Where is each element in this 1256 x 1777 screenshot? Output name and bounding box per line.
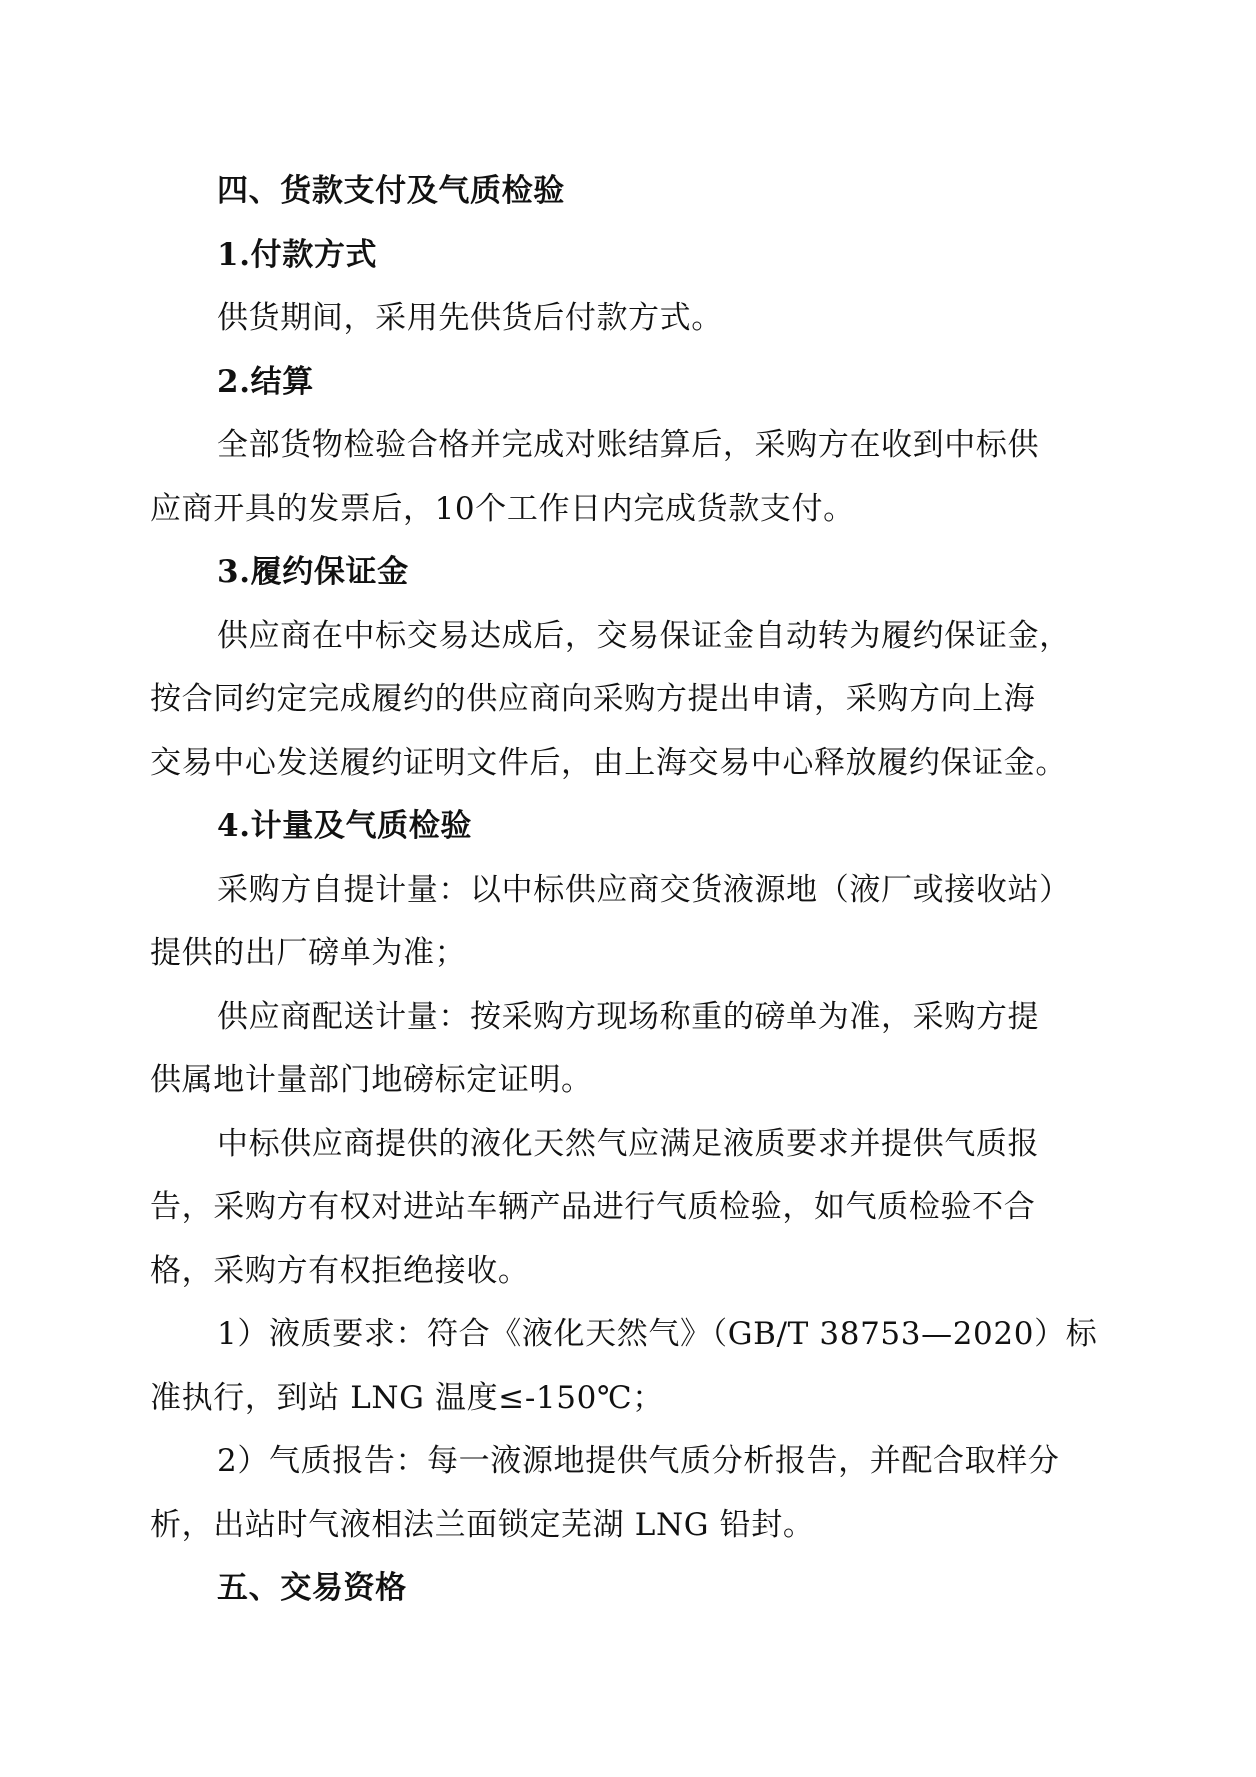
section-4-heading: 四、货款支付及气质检验 bbox=[217, 173, 565, 209]
item-1-heading: 1.付款方式 bbox=[217, 236, 378, 273]
item-4-p3-line-3: 格，采购方有权拒绝接收。 bbox=[150, 1252, 530, 1289]
item-3-heading: 3.履约保证金 bbox=[217, 554, 409, 590]
item-3-paragraph-line-3: 交易中心发送履约证明文件后，由上海交易中心释放履约保证金。 bbox=[150, 744, 1067, 781]
item-3-paragraph-line-1: 供应商在中标交易达成后，交易保证金自动转为履约保证金， bbox=[217, 617, 1071, 654]
item-2-paragraph-line-1: 全部货物检验合格并完成对账结算后，采购方在收到中标供 bbox=[217, 427, 1040, 463]
document-body bbox=[150, 160, 1102, 1621]
item-4-p2-line-1: 供应商配送计量：按采购方现场称重的磅单为准，采购方提 bbox=[217, 998, 1040, 1035]
item-1-paragraph: 供货期间，采用先供货后付款方式。 bbox=[217, 300, 723, 336]
item-4-p4-line-2: 准执行，到站 LNG 温度≤-150℃； bbox=[150, 1379, 664, 1416]
item-4-heading: 4.计量及气质检验 bbox=[217, 808, 472, 844]
item-2-paragraph-line-2: 应商开具的发票后，10个工作日内完成货款支付。 bbox=[150, 490, 855, 527]
item-4-p2-line-2: 供属地计量部门地磅标定证明。 bbox=[150, 1062, 593, 1098]
section-5-heading: 五、交易资格 bbox=[217, 1570, 407, 1606]
item-2-heading: 2.结算 bbox=[217, 363, 314, 400]
item-4-p5-line-1: 2）气质报告：每一液源地提供气质分析报告，并配合取样分 bbox=[217, 1443, 1060, 1479]
item-4-p1-line-2: 提供的出厂磅单为准； bbox=[150, 935, 467, 971]
item-4-p4-line-1: 1）液质要求：符合《液化天然气》（GB/T 38753—2020）标 bbox=[217, 1316, 1098, 1352]
item-4-p3-line-2: 告，采购方有权对进站车辆产品进行气质检验，如气质检验不合 bbox=[150, 1189, 1036, 1225]
item-3-paragraph-line-2: 按合同约定完成履约的供应商向采购方提出申请，采购方向上海 bbox=[150, 681, 1036, 717]
item-4-p1-line-1: 采购方自提计量：以中标供应商交货液源地（液厂或接收站） bbox=[217, 871, 1071, 908]
item-4-p3-line-1: 中标供应商提供的液化天然气应满足液质要求并提供气质报 bbox=[217, 1125, 1040, 1162]
item-4-p5-line-2: 析，出站时气液相法兰面锁定芜湖 LNG 铅封。 bbox=[150, 1506, 815, 1543]
